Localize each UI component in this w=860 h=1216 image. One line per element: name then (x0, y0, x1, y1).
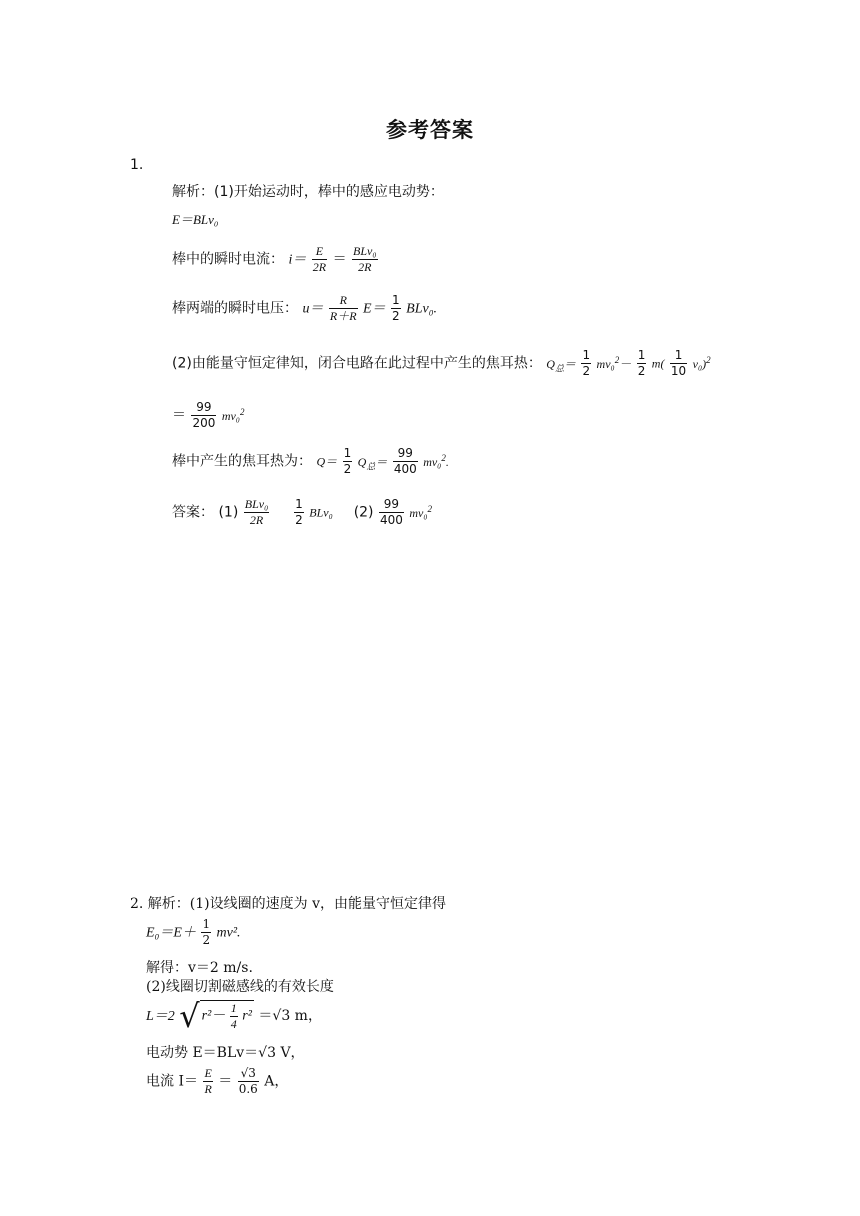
denominator: 2 (582, 364, 591, 378)
denominator: 2 (202, 933, 211, 947)
q1-line-5: (2)由能量守恒定律知，闭合电路在此过程中产生的焦耳热： $Q_总=$ $\frac{1}{2}$ mv₀$^2$－ $\frac{1}{2}$ m( $\frac{1}{10}$ v₀)$^2$ (172, 348, 711, 378)
q1-line-6-prefix: ＝ (172, 407, 186, 424)
fraction (670, 348, 687, 379)
q2-line-6: 电动势 E＝BLv＝√3 V， (146, 1045, 305, 1061)
numerator: BLv₀ (244, 497, 269, 511)
numerator: 1 (295, 497, 303, 511)
q1-line-4-label: 棒两端的瞬时电压： (172, 300, 298, 317)
numerator: BLv₀ (353, 244, 377, 258)
denominator: 200 (192, 416, 216, 430)
numerator: 1 (343, 446, 352, 460)
denominator: 400 (379, 513, 403, 527)
denominator: 2R (358, 260, 372, 274)
q2-line-2-rhs: mv². (216, 925, 241, 941)
denominator: 0.6 (238, 1082, 258, 1096)
numerator: E (204, 1066, 212, 1080)
fraction (393, 446, 418, 477)
q2-line-5-lhs: L＝2 (146, 1009, 175, 1024)
question-1-number: 1. (130, 157, 144, 173)
q1-line-3-label: 棒中的瞬时电流： (172, 251, 284, 268)
denominator: 2 (343, 462, 352, 476)
numerator: 99 (191, 400, 216, 416)
numerator: 1 (637, 348, 646, 362)
radicand-part: r² (242, 1008, 252, 1024)
fraction (352, 244, 378, 275)
sqrt-radicand (200, 1000, 254, 1032)
fraction (391, 293, 401, 324)
q2-line-7: 电流 I＝ $\frac{E}{R}$ ＝ $\frac{√3}{0.6}$ A， (146, 1066, 289, 1096)
numerator: √3 (238, 1066, 259, 1082)
numerator: 1 (392, 293, 400, 307)
numerator: E (312, 244, 327, 260)
q1-answer-label: 答案： (172, 504, 214, 521)
q1-line-6: ＝ $\frac{99}{200}$ mv₀$^2$ (172, 400, 245, 430)
numerator: 1 (202, 917, 211, 931)
page-title: 参考答案 (386, 118, 474, 142)
denominator: 2 (637, 364, 646, 378)
fraction (637, 348, 647, 379)
q2-line-5 (146, 997, 322, 1035)
q2-line-4: (2)线圈切割磁感线的有效长度 (146, 979, 334, 995)
fraction (329, 293, 358, 324)
denominator: 2R (249, 513, 264, 527)
numerator: 99 (379, 497, 404, 513)
fraction (581, 348, 591, 379)
denominator: 4 (230, 1017, 237, 1031)
denominator: 10 (670, 364, 687, 378)
numerator: 1 (670, 348, 687, 364)
fraction (203, 1066, 212, 1097)
q1-line-7-label: 棒中产生的焦耳热为： (172, 453, 312, 470)
fraction (379, 497, 404, 528)
fraction (244, 497, 270, 528)
sqrt-sign: √ (179, 997, 200, 1035)
q2-line-2-lhs: E₀＝E＋ (146, 925, 196, 941)
q1-line-2: E＝BLv₀ (172, 212, 219, 227)
fraction (238, 1066, 259, 1097)
fraction (312, 244, 327, 275)
q2-line-2 (146, 917, 241, 948)
q2-line-7-rhs: A， (264, 1073, 289, 1090)
q1-line-3: 棒中的瞬时电流： i＝ $\frac{E}{2R}$ ＝ $\frac{\text{BLv₀}}{2R}$ (172, 244, 377, 274)
numerator: 99 (393, 446, 418, 462)
q1-line-3-lhs: i＝ (288, 252, 307, 268)
q2-line-5-rhs: ＝√3 m， (258, 1008, 322, 1024)
denominator: R (204, 1082, 212, 1096)
q2-line-7-lhs: 电流 I＝ (146, 1073, 198, 1090)
fraction (191, 400, 216, 431)
fraction (201, 917, 211, 948)
denominator: 400 (393, 462, 417, 476)
q1-line-7: 棒中产生的焦耳热为： Q＝ $\frac{1}{2}$ $Q_总=$ $\frac{99}{400}$ mv₀$^2$. (172, 446, 449, 476)
q1-line-1: 解析：(1)开始运动时，棒中的感应电动势： (172, 184, 444, 200)
q1-line-5-label: (2)由能量守恒定律知，闭合电路在此过程中产生的焦耳热： (172, 355, 542, 372)
numerator: R (329, 293, 358, 309)
denominator: 2R (312, 260, 327, 274)
numerator: 1 (582, 348, 591, 362)
fraction (294, 497, 304, 528)
q1-answer: 答案： (1) $\frac{\text{BLv₀}}{2R}$ $\frac{1}{2}$ BLv₀ (2) $\frac{99}{400}$ mv₀$^2$ (172, 497, 433, 527)
q1-line-4: 棒两端的瞬时电压： u＝ $\frac{R}{R+R}$ E＝ $\frac{1}{2}$ BLv₀. (172, 293, 438, 323)
numerator: 1 (230, 1001, 237, 1015)
fraction (343, 446, 353, 477)
radicand-part: r²－ (201, 1008, 226, 1024)
denominator: 2 (392, 309, 400, 323)
denominator: R＋R (329, 309, 357, 323)
q2-line-1: 2. 解析：(1)设线圈的速度为 v，由能量守恒定律得 (130, 896, 446, 912)
q1-line-4-lhs: u＝ (302, 301, 324, 317)
fraction (230, 1001, 238, 1032)
denominator: 2 (295, 513, 303, 527)
q2-line-3: 解得：v＝2 m/s. (146, 960, 253, 976)
